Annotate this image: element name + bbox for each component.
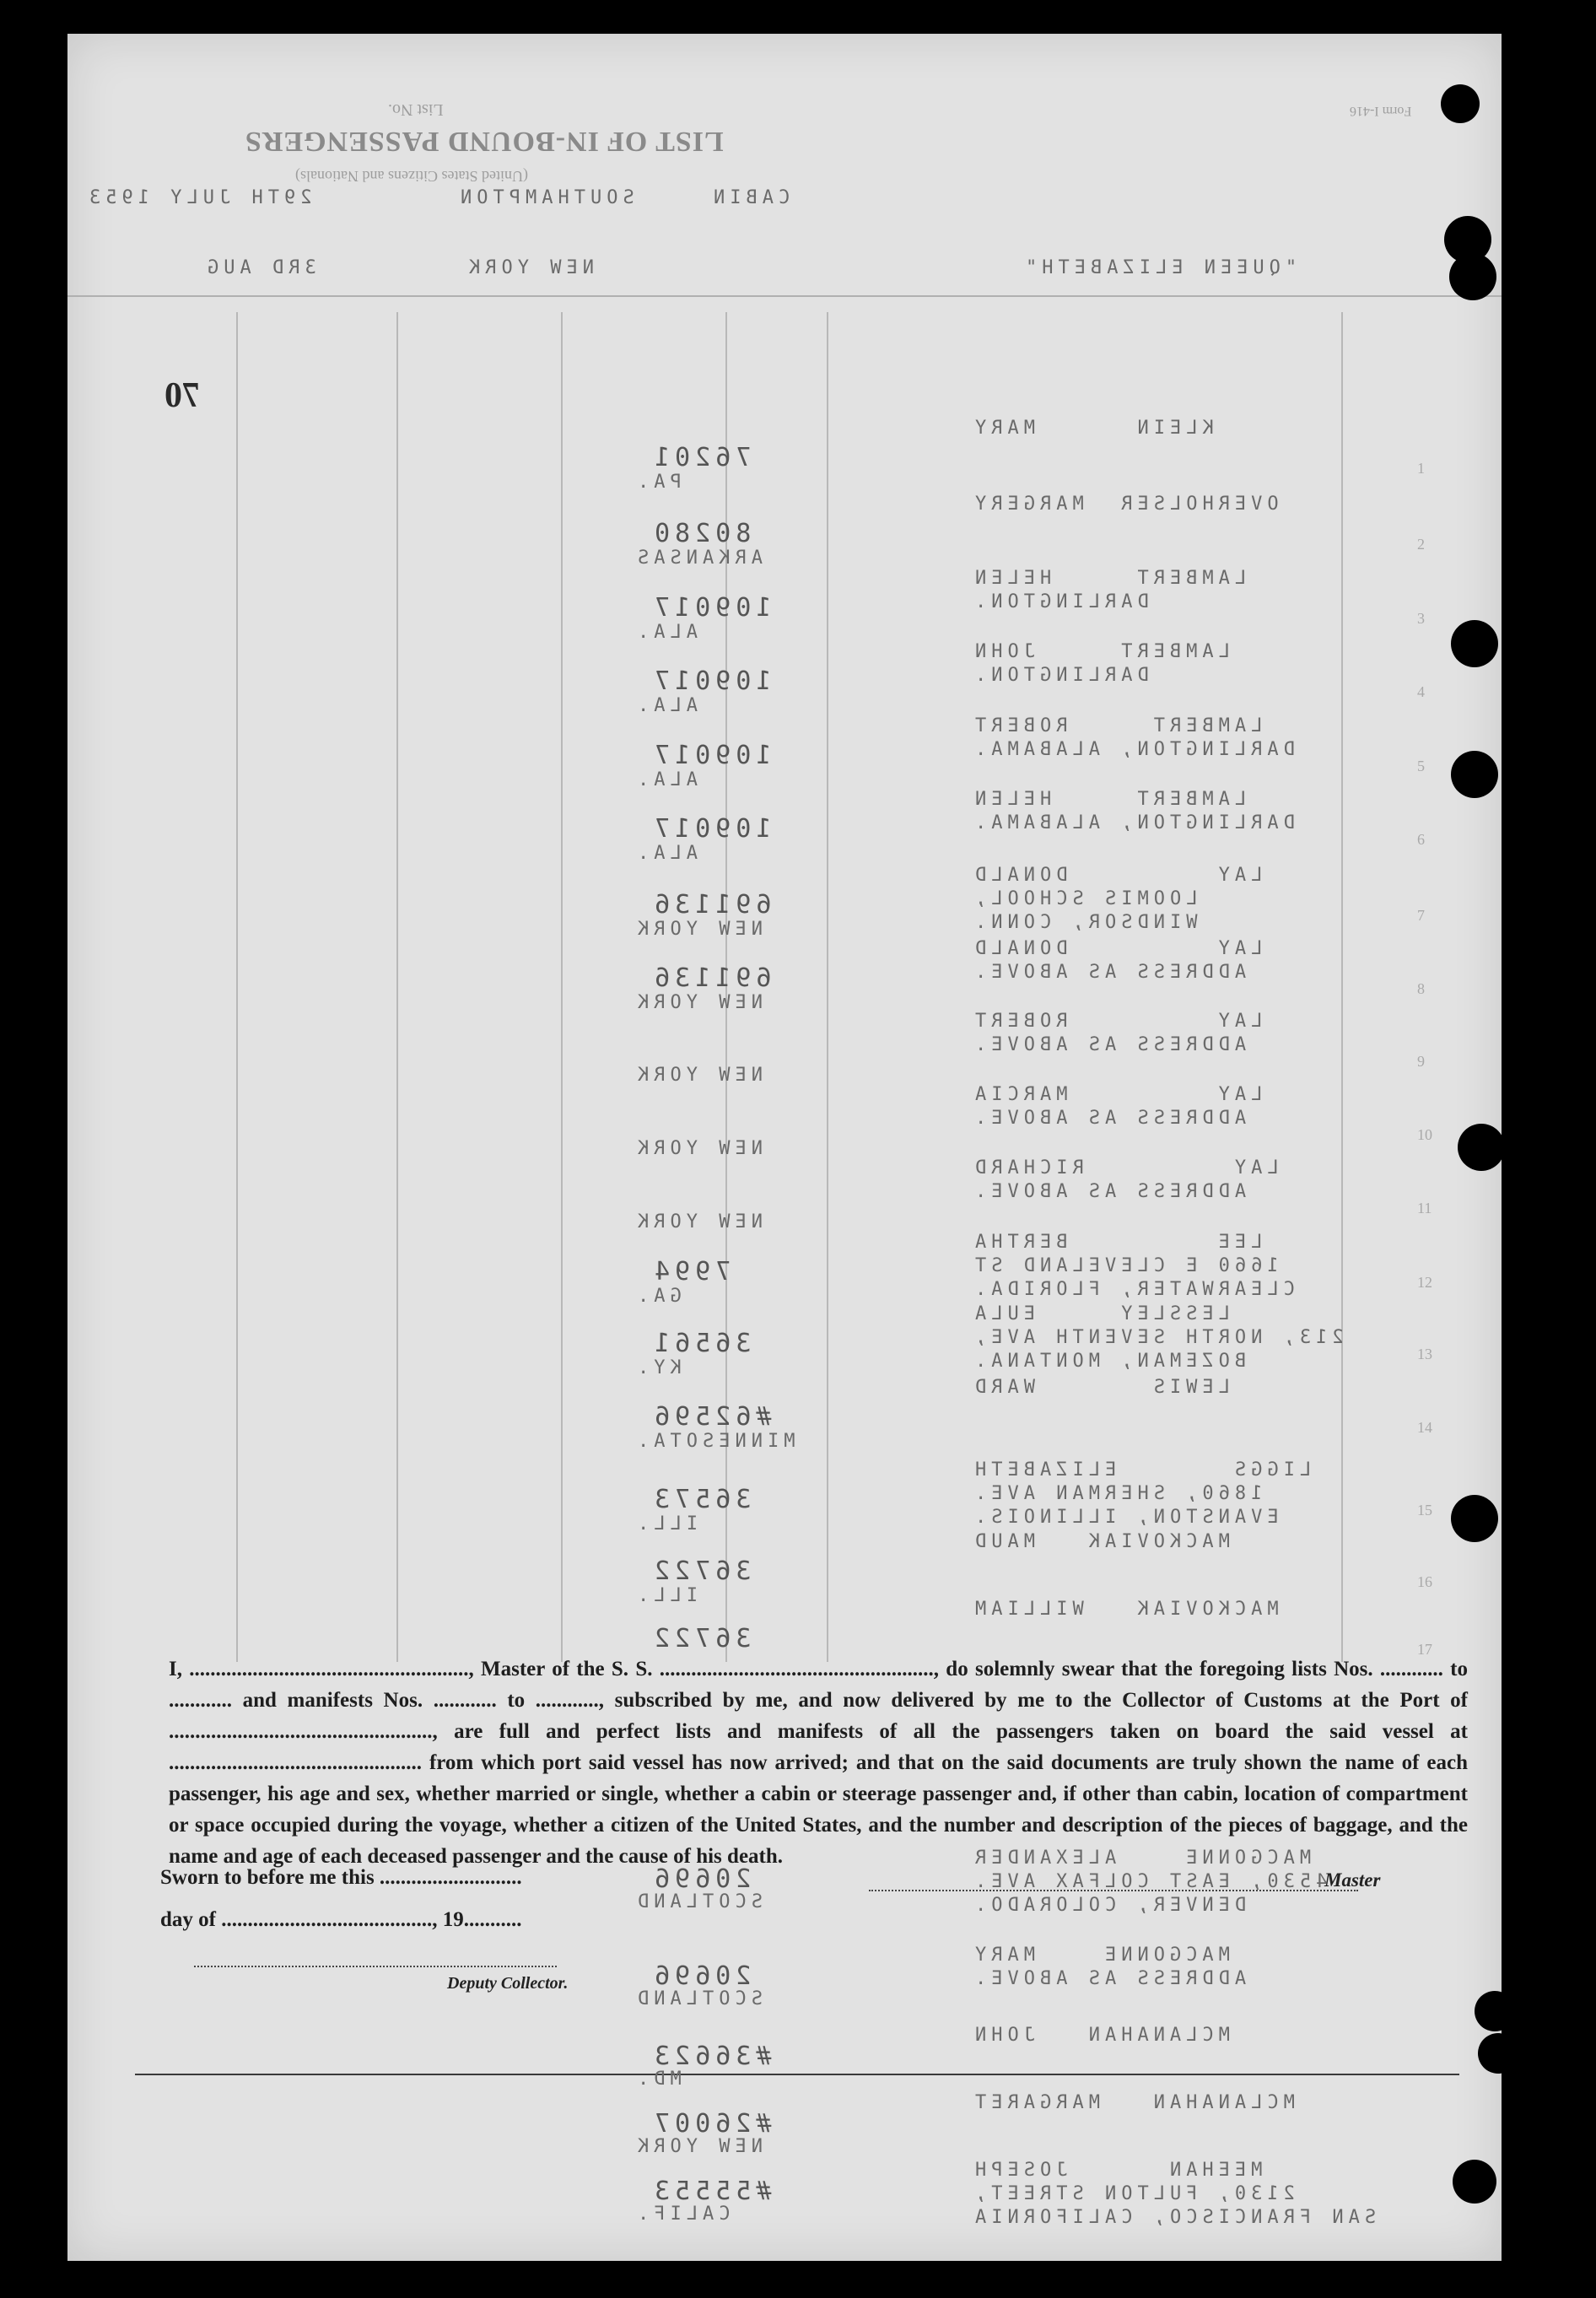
- row-number: 16: [1417, 1573, 1432, 1590]
- passport-number: 7994: [650, 1257, 731, 1287]
- passenger-name: LEWIS WARD: [970, 1377, 1230, 1398]
- place-of-birth: SCOTLAND: [633, 1988, 763, 2009]
- passenger-address: ADDRESS AS ABOVE.: [970, 1181, 1247, 1202]
- passenger-address: WINDSOR, CONN.: [970, 912, 1198, 933]
- place-of-birth: NEW YORK: [633, 1211, 763, 1233]
- passport-number: 691136: [650, 963, 772, 993]
- passport-number: 36722: [650, 1624, 752, 1653]
- place-of-birth: NEW YORK: [633, 919, 763, 940]
- passenger-name: LAMBERT JOHN: [970, 641, 1230, 662]
- passenger-address: 1860, SHERMAN AVE.: [970, 1483, 1263, 1504]
- row-number: 17: [1417, 1641, 1432, 1658]
- row-number: 4: [1417, 683, 1425, 700]
- passenger-address: ADDRESS AS ABOVE.: [970, 1968, 1247, 1989]
- passenger-name: OVERHOLSER MARGERY: [970, 494, 1279, 515]
- arrival-port: NEW YORK: [464, 257, 594, 278]
- passport-number: 109017: [650, 814, 772, 844]
- place-of-birth: MD.: [633, 2069, 682, 2090]
- passenger-address: DARLINGTON, ALABAMA.: [970, 812, 1295, 833]
- passenger-name: MACGONNE MARY: [970, 1945, 1230, 1966]
- passport-number: 36573: [650, 1485, 752, 1514]
- passenger-address: 1660 E CLEVELAND ST: [970, 1255, 1279, 1276]
- row-number: 5: [1417, 758, 1425, 774]
- vessel-name: "QUEEN ELIZABETH": [1021, 257, 1297, 278]
- row-number: 10: [1417, 1126, 1432, 1143]
- passenger-address: CLEARWATER, FLORIDA.: [970, 1279, 1295, 1300]
- passenger-address: DENVER, COLORADO.: [970, 1895, 1247, 1916]
- row-number: 2: [1417, 536, 1425, 553]
- row-number: 15: [1417, 1502, 1432, 1519]
- passenger-address: 4530, EAST COLFAX AVE.: [970, 1871, 1328, 1892]
- passenger-name: LAMBERT HELEN: [970, 789, 1247, 810]
- passenger-address: BOZEMAN, MONTANA.: [970, 1351, 1247, 1372]
- punch-hole: [1451, 751, 1498, 798]
- oath-bottom-rule: [135, 2074, 1459, 2075]
- arrival-date: 3RD AUG: [202, 257, 316, 278]
- place-of-birth: NEW YORK: [633, 2136, 763, 2157]
- passenger-name: MCLANAHAN MARGARET: [970, 2092, 1295, 2113]
- passport-number: 20696: [650, 1864, 752, 1894]
- place-of-birth: ARKANSAS: [633, 548, 763, 569]
- passenger-address: 2130, FULTON STREET,: [970, 2183, 1295, 2204]
- passenger-address: LOOMIS SCHOOL,: [970, 888, 1198, 909]
- passport-number: #26007: [650, 2109, 772, 2139]
- passenger-name: LAMBERT ROBERT: [970, 715, 1263, 736]
- place-of-birth: MINNESOTA.: [633, 1431, 795, 1452]
- place-of-birth: KY.: [633, 1357, 682, 1378]
- passenger-address: SAN FRANCISCO, CALIFORNIA: [970, 2207, 1377, 2228]
- passenger-name: LAY RICHARD: [970, 1157, 1279, 1179]
- passenger-address: ADDRESS AS ABOVE.: [970, 962, 1247, 983]
- punch-hole: [1458, 1124, 1505, 1171]
- place-of-birth: ALA.: [633, 695, 698, 716]
- row-number: 1: [1417, 460, 1425, 477]
- passenger-name: MACGONNE ALEXANDER: [970, 1848, 1312, 1869]
- place-of-birth: NEW YORK: [633, 992, 763, 1013]
- passport-number: 691136: [650, 890, 772, 920]
- passenger-name: LAMBERT HELEN: [970, 568, 1247, 589]
- place-of-birth: NEW YORK: [633, 1065, 763, 1086]
- passenger-name: LAY DONALD: [970, 865, 1263, 886]
- departure-date: 29TH JULY 1953: [84, 187, 312, 208]
- passport-number: 109017: [650, 666, 772, 696]
- header-rule: [67, 295, 1502, 297]
- passport-number: 109017: [650, 593, 772, 623]
- punch-hole: [1441, 84, 1480, 123]
- passenger-address: DARLINGTON.: [970, 591, 1149, 612]
- passenger-name: LAY DONALD: [970, 938, 1263, 959]
- passenger-name: LEE BERTHA: [970, 1232, 1263, 1253]
- punch-hole: [1449, 253, 1496, 300]
- row-number: 7: [1417, 907, 1425, 924]
- punch-hole: [1478, 2033, 1518, 2074]
- place-of-birth: ALA.: [633, 843, 698, 864]
- passenger-name: MACKOVIAK WILLIAM: [970, 1599, 1279, 1620]
- master-label: Master: [1324, 1869, 1381, 1891]
- passenger-address: DARLINGTON, ALABAMA.: [970, 739, 1295, 760]
- row-number: 6: [1417, 831, 1425, 848]
- place-of-birth: ALA.: [633, 769, 698, 790]
- place-of-birth: ALA.: [633, 622, 698, 643]
- form-note: Form I-416: [1350, 104, 1412, 118]
- page-mark: 70: [164, 376, 200, 415]
- passport-number: #36623: [650, 2042, 772, 2071]
- passport-number: #55553: [650, 2177, 772, 2206]
- passenger-name: LAY ROBERT: [970, 1011, 1263, 1032]
- punch-hole: [1451, 620, 1498, 667]
- place-of-birth: PA.: [633, 472, 682, 493]
- place-of-birth: ILL.: [633, 1585, 698, 1606]
- list-title: LIST OF IN-BOUND PASSENGERS: [245, 126, 724, 157]
- punch-hole: [1475, 1991, 1515, 2031]
- passenger-name: KLEIN MARY: [970, 418, 1214, 439]
- passenger-name: LAY MARCIA: [970, 1084, 1263, 1105]
- column-rule-6: [1341, 312, 1343, 1662]
- passport-number: 80280: [650, 519, 752, 548]
- passport-number: 36561: [650, 1329, 752, 1358]
- punch-hole: [1451, 1495, 1498, 1542]
- place-of-birth: SCOTLAND: [633, 1891, 763, 1912]
- place-of-birth: ILL.: [633, 1513, 698, 1535]
- day-line: day of ........................................, 19...........: [160, 1908, 522, 1931]
- row-number: 8: [1417, 980, 1425, 997]
- passport-number: 36722: [650, 1556, 752, 1586]
- passenger-address: ADDRESS AS ABOVE.: [970, 1034, 1247, 1055]
- row-number: 12: [1417, 1274, 1432, 1291]
- passenger-name: LESSLEY EULA: [970, 1303, 1230, 1324]
- place-of-birth: NEW YORK: [633, 1138, 763, 1159]
- passport-number: 20696: [650, 1961, 752, 1991]
- passenger-name: MCLANAHAN JOHN: [970, 2025, 1230, 2046]
- row-number: 14: [1417, 1419, 1432, 1436]
- row-number: 3: [1417, 610, 1425, 627]
- deputy-signature-line: [194, 1966, 557, 1967]
- passenger-address: EVANSTON, ILLINOIS.: [970, 1507, 1279, 1528]
- place-of-birth: CALIF.: [633, 2204, 731, 2225]
- place-of-birth: GA.: [633, 1286, 682, 1307]
- passenger-name: LIGGS ELIZABETH: [970, 1459, 1312, 1481]
- master-oath: I, ....................................................., Master of the S. S. ...................................................., do solemnly swear that the foregoing lists Nos. ............ to ............ and manifests Nos. ............ to ............, subscribed by me, and now delivered by me to the Collector of Customs at the Port of .................................................., are full and perfect lists and manifests of all the passengers taken on board the said vessel at ................................................ from which port said vessel has now arrived; and that on the said documents are truly shown the name of each passenger, his age and sex, whether married or single, whether a cabin or steerage passenger and, if other than cabin, location of compartment or space occupied during the voyage, whether a citizen of the United States, and the number and description of the pieces of baggage, and the name and age of each deceased passenger and the cause of his death.: [169, 1658, 1468, 1868]
- list-number-label: List No.: [388, 100, 444, 119]
- column-rule-2: [396, 312, 398, 1662]
- passenger-name: MACKOVIAK MAUD: [970, 1531, 1230, 1552]
- passenger-name: MEEHAN JOSEPH: [970, 2160, 1263, 2181]
- list-subtitle: (United States Citizens and Nationals): [295, 168, 528, 185]
- passport-number: 109017: [650, 741, 772, 770]
- sworn-line: Sworn to before me this ...........................: [160, 1866, 522, 1889]
- passenger-address: ADDRESS AS ABOVE.: [970, 1108, 1247, 1129]
- deputy-collector-label: Deputy Collector.: [447, 1974, 569, 1993]
- manifest-sheet: [67, 34, 1502, 2261]
- class-value: CABIN: [709, 187, 790, 208]
- passenger-address: DARLINGTON.: [970, 665, 1149, 686]
- from-port: SOUTHAMPTON: [456, 187, 634, 208]
- row-number: 11: [1417, 1200, 1432, 1216]
- passport-number: #62596: [650, 1402, 772, 1432]
- passenger-address: 213, NORTH SEVENTH AVE,: [970, 1327, 1344, 1348]
- column-rule-3: [561, 312, 563, 1662]
- passport-number: 76201: [650, 443, 752, 472]
- row-number: 9: [1417, 1053, 1425, 1070]
- row-number: 13: [1417, 1346, 1432, 1362]
- column-rule-5: [827, 312, 828, 1662]
- punch-hole: [1453, 2160, 1496, 2204]
- column-rule-1: [236, 312, 238, 1662]
